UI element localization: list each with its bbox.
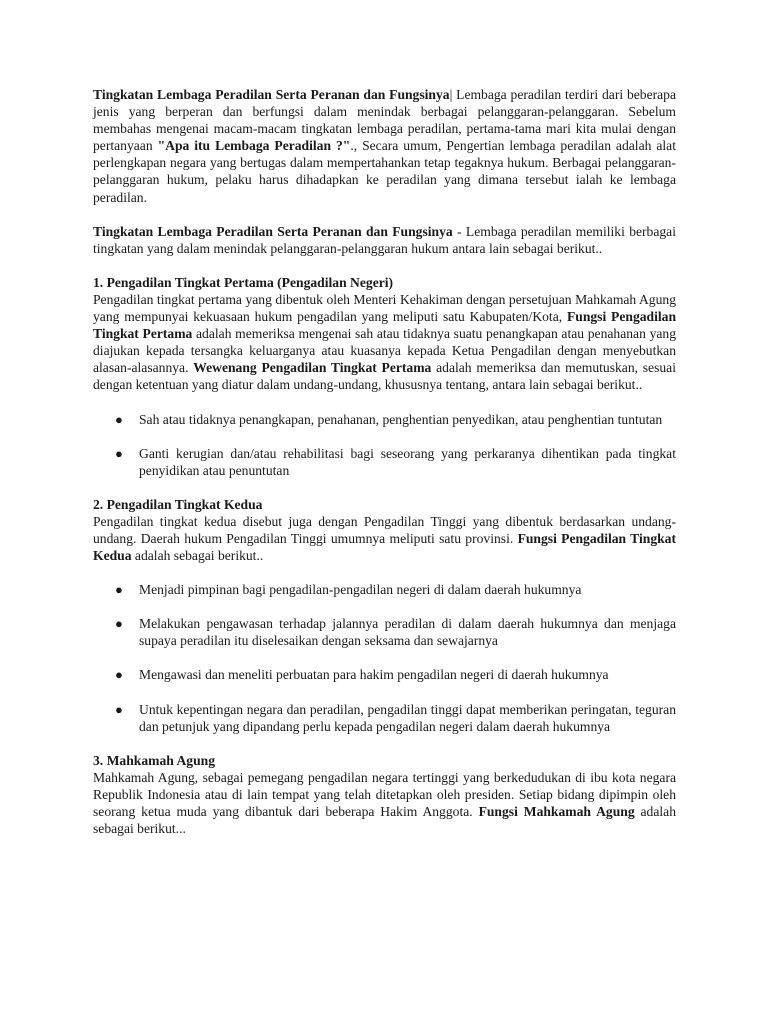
section-2-heading: 2. Pengadilan Tingkat Kedua: [93, 496, 263, 512]
bullet-icon: ●: [115, 667, 123, 683]
list-item: ● Menjadi pimpinan bagi pengadilan-pengadilan negeri di dalam daerah hukumnya: [115, 582, 582, 598]
list-item: ● Sah atau tidaknya penangkapan, penahanan, penghentian penyedikan, atau penghentian tuntutan: [115, 411, 663, 427]
bullet-icon: ●: [115, 411, 123, 427]
section-1-body: Pengadilan tingkat pertama yang dibentuk oleh Menteri Kehakiman dengan persetujuan Mahkamah Agung yang mempunyai kekuasaan hukum pengadilan yang meliputi satu Kabupaten/Kota, Fungsi Pengadilan Tingkat Pertama adalah memeriksa mengenai sah atau tidaknya suatu penangkapan atau penahanan yang diajukan kepada tersangka keluarganya atau kuasanya kepada Ketua Pengadilan dengan menyebutkan alasan-alasannya. Wewenang Pengadilan Tingkat Pertama adalah memeriksa dan memutuskan, sesuai dengan ketentuan yang diatur dalam undang-undang, khususnya tentang, antara lain sebagai berikut..: [93, 291, 677, 393]
section-3-heading: 3. Mahkamah Agung: [93, 752, 215, 768]
section-1-list: [93, 411, 676, 479]
list-item: ● Ganti kerugian dan/atau rehabilitasi bagi seseorang yang perkaranya dihentikan pada tingkat penyidikan atau penuntutan: [115, 445, 676, 478]
section-2-body: Pengadilan tingkat kedua disebut juga dengan Pengadilan Tinggi yang dibentuk berdasarkan undang-undang. Daerah hukum Pengadilan Tinggi umumnya meliputi satu provinsi. Fungsi Pengadilan Tingkat Kedua adalah sebagai berikut..: [93, 513, 677, 564]
document-page: [93, 86, 676, 837]
section-1-heading: 1. Pengadilan Tingkat Pertama (Pengadilan Negeri): [93, 274, 394, 290]
bullet-icon: ●: [115, 445, 123, 461]
list-item: ● Mengawasi dan meneliti perbuatan para hakim pengadilan negeri di daerah hukumnya: [115, 667, 609, 683]
section-3-body: Mahkamah Agung, sebagai pemegang pengadilan negara tertinggi yang berkedudukan di ibu kota negara Republik Indonesia atau di lain tempat yang telah ditetapkan oleh presiden. Setiap bidang dipimpin oleh seorang ketua muda yang dibantuk dari beberapa Hakim Anggota. Fungsi Mahkamah Agung adalah sebagai berikut...: [93, 769, 676, 837]
list-item: ● Untuk kepentingan negara dan peradilan, pengadilan tinggi dapat memberikan peringatan, teguran dan petunjuk yang dipandang perlu kepada pengadilan negeri dalam daerah hukumnya: [115, 701, 676, 734]
section-2-list: [93, 581, 676, 735]
intro-paragraph-1: Tingkatan Lembaga Peradilan Serta Peranan dan Fungsinya| Lembaga peradilan terdiri dari beberapa jenis yang berperan dan berfungsi dalam menindak berbagai pelanggaran-pelanggaran. Sebelum membahas mengenai macam-macam tingkatan lembaga peradilan, pertama-tama mari kita mulai dengan pertanyaan "Apa itu Lembaga Peradilan ?"., Secara umum, Pengertian lembaga peradilan adalah alat perlengkapan negara yang bertugas dalam mempertahankan tetap tegaknya hukum. Berbagai pelanggaran-pelanggaran hukum, pelaku harus dihadapkan ke peradilan yang dimana tersebut ialah ke lembaga peradilan.: [93, 87, 676, 205]
intro-title: Tingkatan Lembaga Peradilan Serta Peranan dan Fungsinya: [93, 87, 450, 102]
bullet-icon: ●: [115, 582, 123, 598]
intro-paragraph-2: Tingkatan Lembaga Peradilan Serta Peranan dan Fungsinya - Lembaga peradilan memiliki berbagai tingkatan yang dalam menindak pelanggaran-pelanggaran hukum antara lain sebagai berikut..: [93, 223, 676, 256]
bullet-icon: ●: [115, 616, 123, 632]
bullet-icon: ●: [115, 701, 123, 717]
list-item: ● Melakukan pengawasan terhadap jalannya peradilan di dalam daerah hukumnya dan menjaga supaya peradilan itu diselesaikan dengan seksama dan sewajarnya: [115, 616, 676, 649]
